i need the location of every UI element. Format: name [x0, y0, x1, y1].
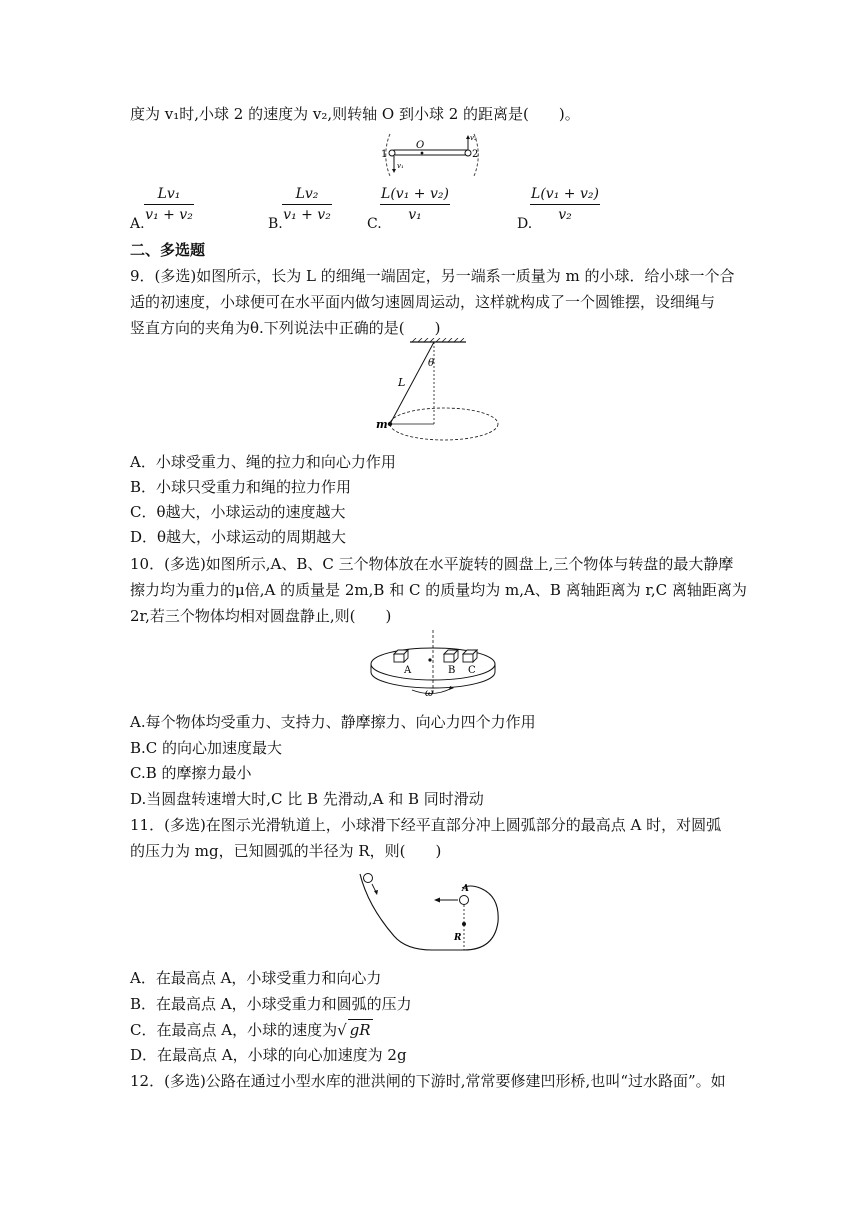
ball-1 [389, 150, 395, 156]
svg-text:v₂: v₂ [470, 134, 477, 142]
start-ball [364, 874, 373, 883]
svg-text:L: L [398, 376, 406, 389]
q10-option-b: B.C 的向心加速度最大 [130, 739, 283, 757]
ball-2 [465, 150, 471, 156]
q9-option-c: C．θ越大，小球运动的速度越大 [130, 503, 346, 521]
q10-stem-line-1: 10．(多选)如图所示,A、B、C 三个物体放在水平旋转的圆盘上,三个物体与转盘的最大静摩 [130, 555, 734, 573]
q11-stem-line-1: 11．(多选)在图示光滑轨道上，小球滑下经平直部分冲上圆弧部分的最高点 A 时，对圆弧 [130, 816, 722, 834]
q10-option-c: C.B 的摩擦力最小 [130, 764, 252, 782]
section-heading: 二、多选题 [130, 241, 206, 259]
sqrt-symbol: √ [337, 1021, 347, 1039]
svg-text:m: m [376, 418, 388, 431]
q10-option-d: D.当圆盘转速增大时,C 比 B 先滑动,A 和 B 同时滑动 [130, 790, 484, 808]
svg-text:B: B [448, 665, 456, 676]
q8-option-a: Lv₁ v₁ + v₂ [145, 186, 193, 223]
block-c [463, 650, 477, 662]
block-b [444, 650, 458, 662]
svg-text:v₁: v₁ [397, 162, 404, 170]
svg-text:O: O [416, 140, 425, 151]
q8-option-a-label: A. [130, 216, 145, 232]
axis-o [421, 152, 424, 155]
svg-text:A: A [404, 665, 412, 676]
q9-option-b: B．小球只受重力和绳的拉力作用 [130, 478, 352, 496]
q9-option-a: A．小球受重力、绳的拉力和向心力作用 [130, 453, 396, 471]
svg-text:R: R [454, 933, 462, 943]
svg-text:A: A [462, 884, 469, 894]
q11-option-c-sqrt: gR [349, 1021, 371, 1039]
q11-option-a: A．在最高点 A，小球受重力和向心力 [130, 969, 382, 987]
q8-option-c-label: C. [367, 216, 382, 232]
svg-text:2: 2 [472, 149, 479, 160]
q9-conical-pendulum-figure [370, 338, 500, 444]
q9-stem-line-3: 竖直方向的夹角为θ.下列说法中正确的是( ) [130, 319, 441, 337]
q10-option-a: A.每个物体均受重力、支持力、静摩擦力、向心力四个力作用 [130, 713, 536, 731]
q11-stem-line-2: 的压力为 mg，已知圆弧的半径为 R，则( ) [130, 842, 442, 860]
q9-stem-line-2: 适的初速度，小球便可在水平面内做匀速圆周运动，这样就构成了一个圆锥摆，设细绳与 [130, 293, 716, 311]
svg-text:ω: ω [425, 688, 434, 699]
svg-text:θ: θ [428, 358, 435, 369]
q9-option-d: D．θ越大，小球运动的周期越大 [130, 528, 347, 546]
q8-option-d: L(v₁ + v₂) v₂ [531, 186, 599, 223]
q8-stem: 度为 v₁时,小球 2 的速度为 v₂,则转轴 O 到小球 2 的距离是( )。 [130, 105, 580, 123]
svg-text:1: 1 [381, 149, 388, 160]
q10-turntable-figure [368, 628, 498, 702]
q10-stem-line-2: 擦力均为重力的μ倍,A 的质量是 2m,B 和 C 的质量均为 m,A、B 离轴距离为 r,C 离轴距离为 [130, 581, 747, 599]
q8-option-b-label: B. [268, 216, 283, 232]
svg-text:C: C [468, 665, 476, 676]
q8-option-c: L(v₁ + v₂) v₁ [381, 186, 449, 223]
q8-option-b: Lv₂ v₁ + v₂ [283, 186, 331, 223]
q11-track-figure [354, 866, 506, 960]
q11-option-b: B．在最高点 A，小球受重力和圆弧的压力 [130, 995, 412, 1013]
block-a [394, 650, 408, 662]
ball-at-a [460, 896, 469, 905]
q8-option-d-label: D. [517, 216, 533, 232]
pendulum-ball [388, 422, 392, 426]
q11-option-c-text: C．在最高点 A，小球的速度为 [130, 1021, 338, 1039]
q12-stem-line-1: 12．(多选)公路在通过小型水库的泄洪闸的下游时,常常要修建凹形桥,也叫“过水路面”。如 [130, 1072, 726, 1090]
q8-rotating-rod-figure [372, 130, 492, 180]
q10-stem-line-3: 2r,若三个物体均相对圆盘静止,则( ) [130, 607, 392, 625]
q9-stem-line-1: 9．(多选)如图所示，长为 L 的细绳一端固定，另一端系一质量为 m 的小球．给小球一个合 [130, 267, 735, 285]
q11-option-d: D．在最高点 A，小球的向心加速度为 2g [130, 1046, 407, 1064]
q11-option-c [130, 1019, 373, 1040]
